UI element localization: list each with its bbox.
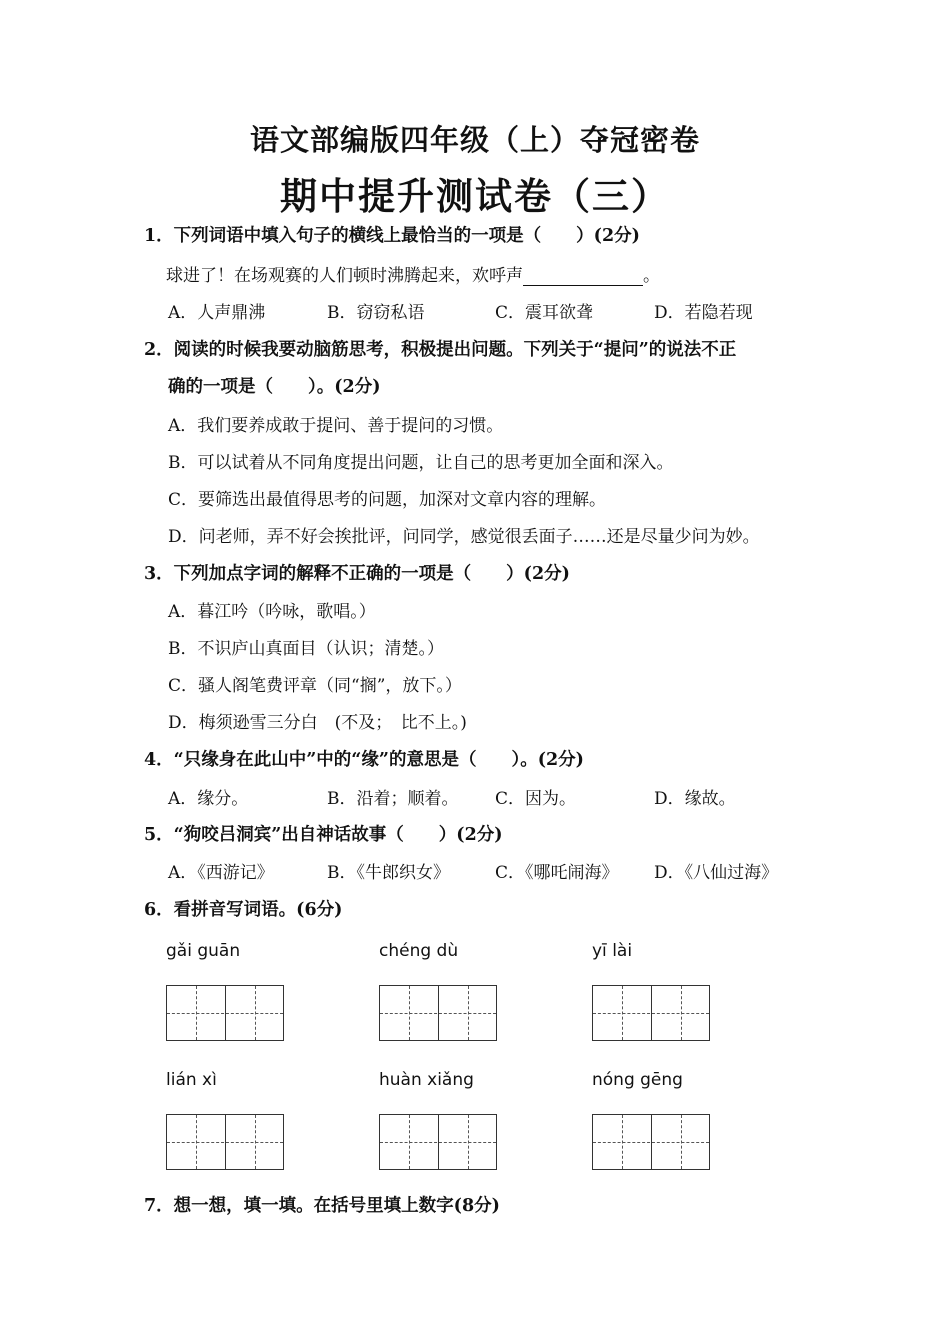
question-3-option-a: A．暮江吟（吟咏，歌唱。） xyxy=(168,602,376,622)
question-4-option-b: B．沿着；顺着。 xyxy=(327,789,459,809)
question-1-option-a: A．人声鼎沸 xyxy=(168,303,266,323)
question-6-stem: 6．看拼音写词语。(6分) xyxy=(144,900,343,920)
question-1-sentence-end: 。 xyxy=(643,266,660,286)
pinyin-prompt: lián xì xyxy=(166,1070,217,1090)
question-2-option-a: A．我们要养成敢于提问、善于提问的习惯。 xyxy=(168,416,504,436)
pinyin-prompt: chéng dù xyxy=(379,941,459,961)
question-1-stem: 1．下列词语中填入句子的横线上最恰当的一项是（ ）(2分) xyxy=(144,226,640,246)
question-3-option-c: C．骚人阁笔费评章（同“搁”，放下。） xyxy=(168,676,462,696)
writing-grid[interactable] xyxy=(379,1114,497,1170)
question-2-stem-line1: 2．阅读的时候我要动脑筋思考，积极提出问题。下列关于“提问”的说法不正 xyxy=(144,340,737,360)
pinyin-prompt: yī lài xyxy=(592,941,633,961)
question-7-stem: 7．想一想，填一填。在括号里填上数字(8分) xyxy=(144,1196,500,1216)
answer-blank[interactable] xyxy=(523,267,643,286)
question-3-option-b: B．不识庐山真面目（认识；清楚。） xyxy=(168,639,444,659)
pinyin-prompt: nóng gēng xyxy=(592,1070,683,1090)
writing-grid[interactable] xyxy=(592,985,710,1041)
question-2-option-d: D．问老师，弄不好会挨批评，问同学，感觉很丢面子……还是尽量少问为妙。 xyxy=(168,527,760,547)
pinyin-prompt: gǎi guān xyxy=(166,941,241,961)
question-1-option-c: C．震耳欲聋 xyxy=(495,303,594,323)
exam-series-title: 语文部编版四年级（上）夺冠密卷 xyxy=(249,123,700,157)
writing-grid[interactable] xyxy=(166,985,284,1041)
question-1-sentence xyxy=(166,261,660,286)
question-2-option-c: C．要筛选出最值得思考的问题，加深对文章内容的理解。 xyxy=(168,490,607,510)
question-5-option-b: B．《牛郎织女》 xyxy=(327,863,450,883)
question-2-stem-line2: 确的一项是（ ）。(2分) xyxy=(168,377,381,397)
writing-grid[interactable] xyxy=(592,1114,710,1170)
pinyin-prompt: huàn xiǎng xyxy=(379,1070,474,1090)
question-2-option-b: B．可以试着从不同角度提出问题，让自己的思考更加全面和深入。 xyxy=(168,453,674,473)
writing-grid[interactable] xyxy=(166,1114,284,1170)
question-5-option-d: D．《八仙过海》 xyxy=(654,863,779,883)
question-4-option-a: A．缘分。 xyxy=(168,789,249,809)
question-1-option-b: B．窃窃私语 xyxy=(327,303,425,323)
question-1-sentence-text: 球进了！在场观赛的人们顿时沸腾起来，欢呼声 xyxy=(166,266,523,286)
exam-title: 期中提升测试卷（三） xyxy=(280,174,670,218)
question-5-stem: 5．“狗咬吕洞宾”出自神话故事（ ）(2分) xyxy=(144,825,503,845)
writing-grid[interactable] xyxy=(379,985,497,1041)
question-1-option-d: D．若隐若现 xyxy=(654,303,753,323)
question-5-option-a: A．《西游记》 xyxy=(168,863,274,883)
question-3-option-d: D．梅须逊雪三分白 (不及； 比不上。) xyxy=(168,713,467,733)
question-4-option-c: C．因为。 xyxy=(495,789,577,809)
question-4-option-d: D．缘故。 xyxy=(654,789,736,809)
question-5-option-c: C．《哪吒闹海》 xyxy=(495,863,619,883)
question-3-stem: 3．下列加点字词的解释不正确的一项是（ ）(2分) xyxy=(144,564,570,584)
question-4-stem: 4．“只缘身在此山中”中的“缘”的意思是（ ）。(2分) xyxy=(144,750,584,770)
